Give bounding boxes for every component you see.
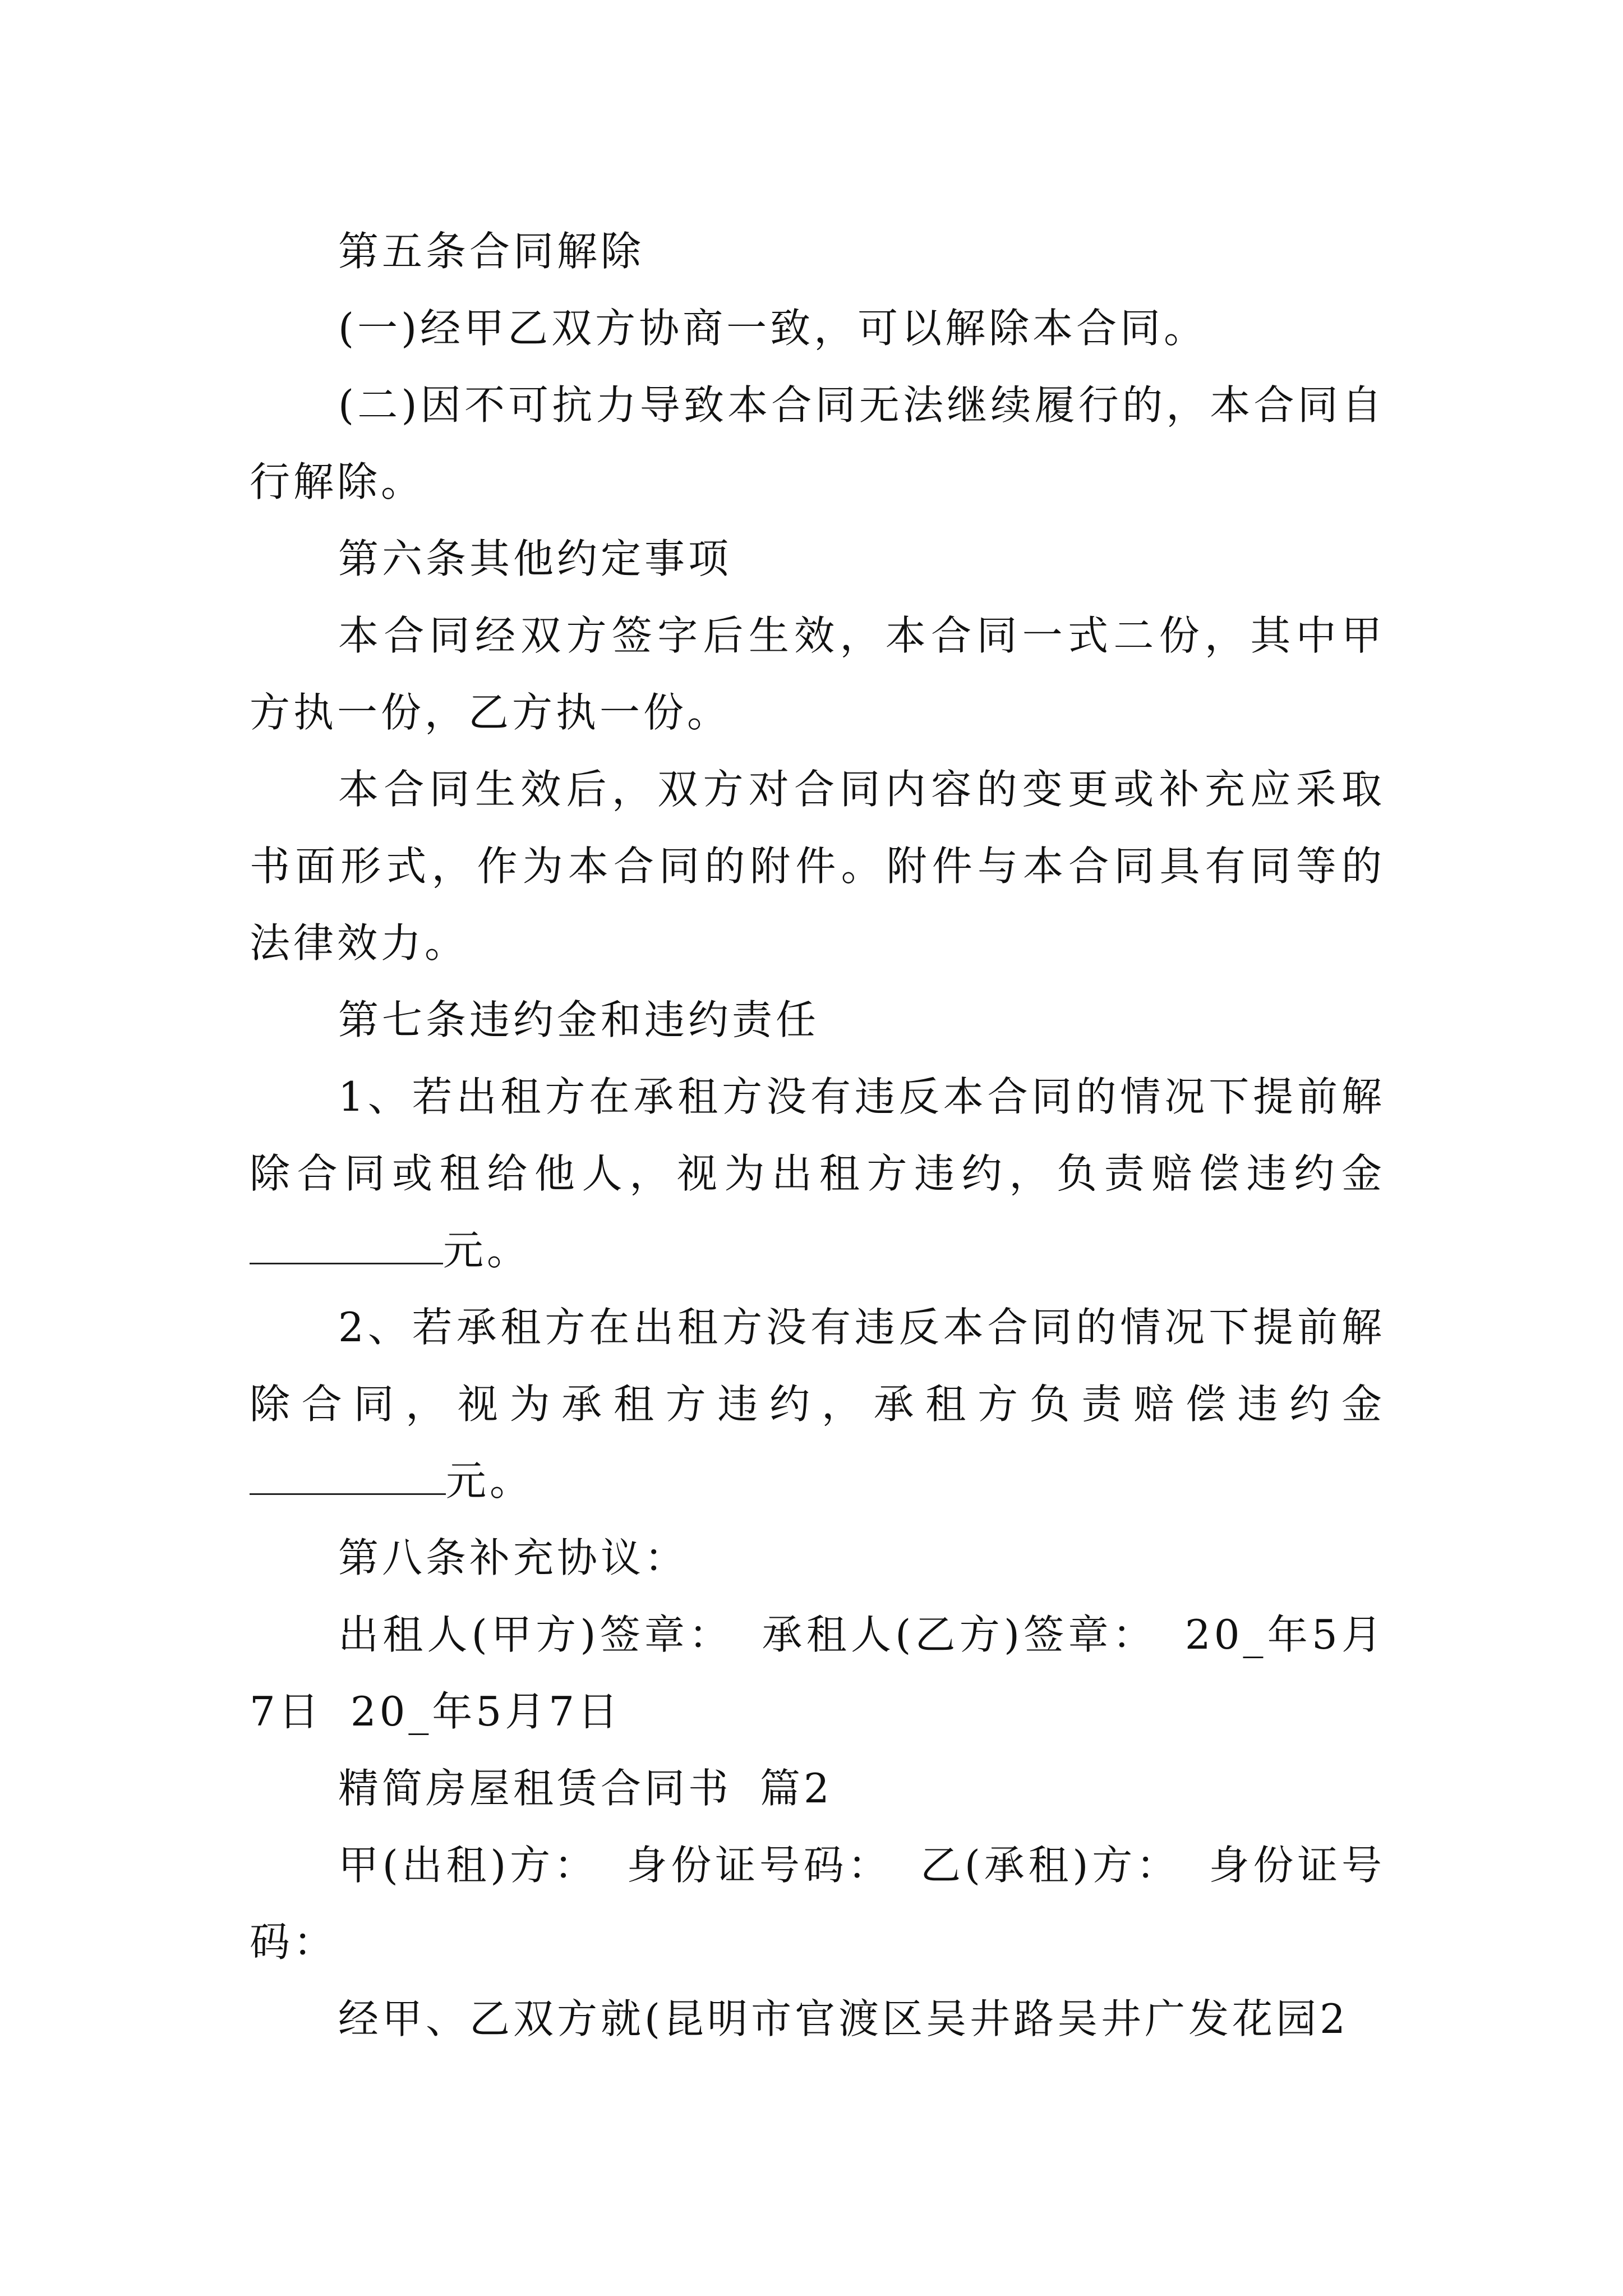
section-2-label: 篇2 — [760, 1765, 833, 1812]
parties-line — [250, 1827, 1385, 1981]
article-7-item-1-unit: 元。 — [443, 1227, 531, 1274]
article-7-item-2 — [250, 1289, 1385, 1520]
article-7-item-2-unit: 元。 — [446, 1457, 534, 1504]
article-5-item-1: (一)经甲乙双方协商一致，可以解除本合同。 — [338, 305, 1208, 352]
article-5-title: 第五条合同解除 — [338, 228, 645, 275]
article-8-title: 第八条补充协议： — [338, 1534, 689, 1581]
article-7-item-2-text: 2、若承租方在出租方没有违反本合同的情况下提前解除合同，视为承租方违约，承租方负责赔偿违约金 — [250, 1304, 1385, 1428]
article-6-title: 第六条其他约定事项 — [338, 535, 732, 582]
article-5-item-2: (二)因不可抗力导致本合同无法继续履行的，本合同自行解除。 — [250, 381, 1385, 505]
article-7-item-1 — [250, 1059, 1385, 1289]
article-7-title: 第七条违约金和违约责任 — [338, 996, 820, 1043]
section-2-title: 精简房屋租赁合同书 — [338, 1765, 732, 1812]
party-b: 乙(承租)方： — [920, 1842, 1181, 1889]
signature-line — [250, 1596, 1385, 1750]
party-a-id: 身份证号码： — [626, 1842, 892, 1889]
section-2-heading — [250, 1750, 1385, 1827]
signature-date-2: 20_年5月7日 — [350, 1688, 622, 1735]
last-paragraph: 经甲、乙双方就(昆明市官渡区吴井路吴井广发花园2 — [338, 1995, 1349, 2042]
penalty-blank-1 — [250, 1230, 443, 1264]
article-6-paragraph-2: 本合同生效后，双方对合同内容的变更或补充应采取书面形式，作为本合同的附件。附件与本合同具有同等的法律效力。 — [250, 766, 1385, 967]
party-b-id: 身份证号码： — [250, 1842, 1385, 1966]
document-body — [250, 213, 1385, 2058]
party-a: 甲(出租)方： — [338, 1842, 598, 1889]
signature-lessor: 出租人(甲方)签章： — [338, 1611, 734, 1658]
article-7-item-1-text: 1、若出租方在承租方没有违反本合同的情况下提前解除合同或租给他人，视为出租方违约，负责赔偿违约金 — [250, 1073, 1385, 1197]
penalty-blank-2 — [250, 1461, 446, 1495]
signature-date-1: 20_年5月7日 — [250, 1611, 1385, 1735]
article-6-paragraph-1: 本合同经双方签字后生效，本合同一式二份，其中甲方执一份，乙方执一份。 — [250, 612, 1385, 736]
signature-lessee: 承租人(乙方)签章： — [761, 1611, 1157, 1658]
